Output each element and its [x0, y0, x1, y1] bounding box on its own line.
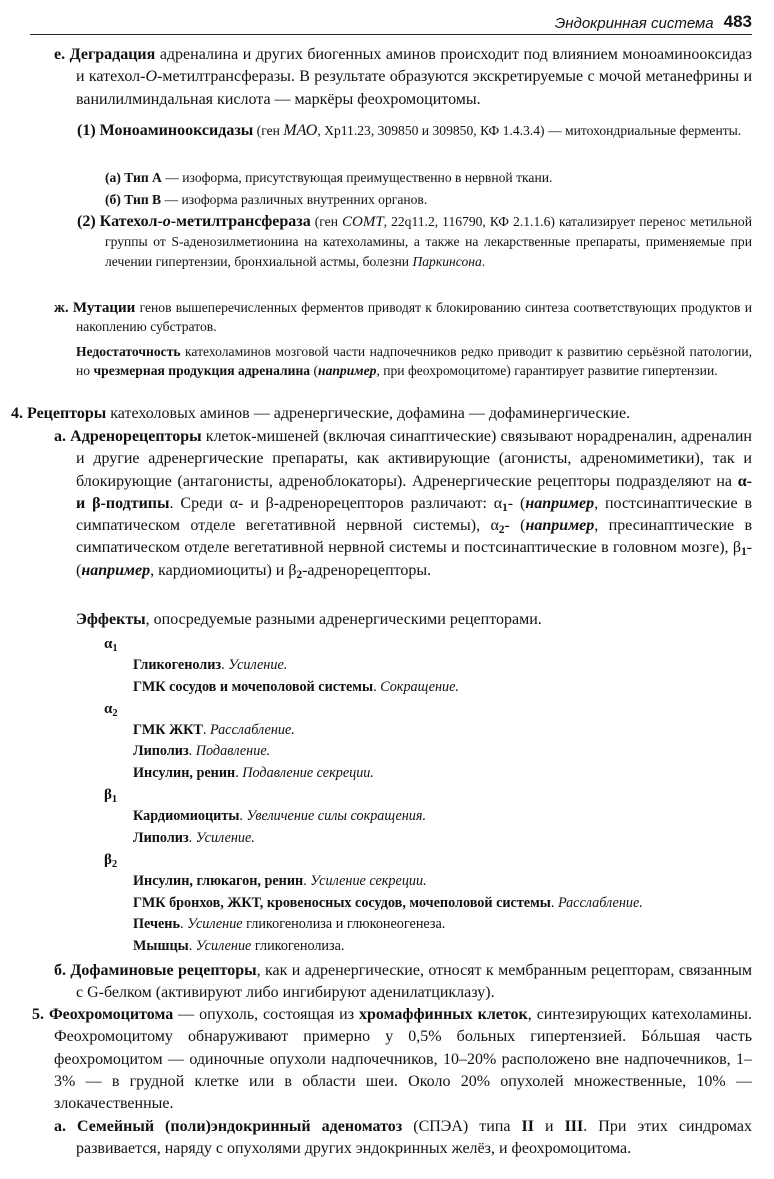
term-degradation: Деградация — [69, 46, 156, 63]
item-label: а. — [54, 428, 66, 445]
effect-result: Расслабление. — [209, 722, 295, 738]
paragraph-comt — [77, 212, 752, 271]
term: -метилтрансфераза — [170, 213, 311, 230]
text: . Среди α- и β-адренорецепторов различают: α — [169, 494, 503, 512]
text: , как и адренергические, относят к мембранным рецепторам, связанным с G-белком (активируют либо ингибируют аденилатциклазу). — [76, 962, 753, 1002]
paragraph-degradation — [54, 44, 753, 111]
subscript: 1 — [111, 794, 118, 805]
text: (ген — [310, 214, 342, 229]
receptor-alpha1-heading — [104, 636, 118, 653]
text: клеток-мишеней (включая синаптические) связывают норадреналин, адреналин и другие адренергические препараты, как активирующие (агонисты, адреномиметики), так и блокирующие (антагонисты, адреноблокаторы). Адренергические рецепторы подразделяют на — [76, 428, 752, 490]
term: чрезмерная продукция адреналина — [93, 362, 311, 378]
subscript: 2 — [296, 568, 303, 581]
text: , постсинаптические в симпатическом отделе вегетативной нервной системы), α — [76, 494, 752, 535]
effect-result: Расслабление. — [557, 895, 643, 911]
text: , кардиомиоциты) и β — [150, 561, 297, 579]
text: (ген — [253, 123, 284, 138]
item-label: (1) — [77, 122, 96, 139]
effect-target: Липолиз — [133, 743, 189, 759]
paragraph-type-b — [105, 191, 752, 210]
term: Тип В — [124, 192, 162, 207]
paragraph-deficit — [76, 343, 752, 381]
effect-result: Усиление — [195, 938, 252, 954]
effect-line: Кардиомиоциты. Увеличение силы сокращения. — [133, 808, 427, 824]
text-italic: например — [525, 494, 595, 512]
effect-result: Усиление. — [195, 830, 255, 846]
text: -метилтрансферазы. В результате образуются экскретируемые с мочой метанефрины и ванилилминдальная кислота — маркёры феохромоцитомы. — [76, 68, 753, 108]
effect-target: Мышцы — [133, 938, 189, 954]
item-label: б. — [54, 962, 66, 979]
term: Мутации — [72, 300, 136, 316]
item-label: (а) — [105, 170, 121, 185]
text: катехоловых аминов — адренергические, дофамина — дофаминергические. — [106, 405, 631, 422]
text: - ( — [507, 494, 526, 512]
subscript: 2 — [112, 708, 118, 719]
effect-result: Увеличение силы сокращения. — [246, 808, 427, 824]
term: Семейный (поли)эндокринный аденоматоз — [77, 1118, 403, 1135]
text: адреналина и других биогенных аминов происходит под влиянием моноаминооксидаз и катехол- — [76, 46, 753, 86]
greek-symbol: β — [104, 787, 112, 803]
receptor-beta2-heading — [104, 852, 117, 869]
text: ( — [310, 362, 319, 378]
effect-target: Инсулин, ренин — [133, 765, 236, 781]
term: Феохромоцитома — [48, 1006, 174, 1023]
item-label: 4. — [11, 405, 23, 422]
term: хромаффинных клеток — [359, 1006, 528, 1023]
effect-line: Инсулин, ренин. Подавление секреции. — [133, 765, 374, 781]
paragraph-mutations — [54, 299, 752, 337]
item-label: (б) — [105, 192, 121, 207]
text: — изоформа, присутствующая преимущественно в нервной ткани. — [161, 170, 553, 185]
term: Рецепторы — [27, 405, 107, 422]
greek-symbol: α — [104, 701, 113, 717]
paragraph-pheochromocytoma — [32, 1004, 753, 1115]
term: Адренорецепторы — [70, 428, 202, 445]
text: - ( — [504, 517, 526, 535]
gene-name: МАО — [283, 122, 318, 139]
greek-symbol: β — [104, 852, 112, 868]
paragraph-receptors — [11, 403, 752, 425]
effect-line: Липолиз. Усиление. — [133, 830, 255, 846]
subscript: 1 — [741, 546, 747, 559]
effect-target: Кардиомиоциты — [133, 808, 240, 824]
paragraph-mao — [77, 120, 752, 142]
item-label: а. — [54, 1118, 66, 1135]
text: — опухоль, состоящая из — [173, 1006, 359, 1023]
effect-line: Липолиз. Подавление. — [133, 743, 271, 759]
term-mao: Моноаминооксидазы — [99, 122, 254, 139]
effect-target: ГМК ЖКТ — [133, 722, 203, 738]
running-header — [30, 6, 752, 35]
text-italic: например — [81, 561, 151, 579]
effect-result: Усиление — [187, 916, 243, 932]
text: катехоламинов мозговой части надпочечников редко приводит к развитию серьёзной патологии, но — [76, 344, 752, 378]
term: III — [564, 1118, 584, 1135]
effect-target: ГМК сосудов и мочеполовой системы — [133, 679, 374, 695]
text: . — [481, 253, 486, 269]
item-label: ж. — [54, 300, 69, 316]
text: -адренорецепторы. — [302, 561, 432, 579]
subscript: 1 — [112, 643, 118, 654]
term: Тип А — [124, 170, 162, 185]
effect-line: Инсулин, глюкагон, ренин. Усиление секреции. — [133, 873, 427, 889]
effect-result: Усиление секреции. — [310, 873, 427, 889]
gene-name: COMT — [341, 214, 384, 230]
text: , 22q11.2, 116790, КФ 2.1.1.6) катализирует перенос метильной группы от S-аденозилметионина на катехоламины, а также на лекарственные препараты, применяемые при лечении гипертензии, бронхиальной астмы, болезни — [105, 214, 752, 269]
effect-target: Липолиз — [133, 830, 189, 846]
term: Эффекты — [76, 611, 146, 628]
text: , синтезирующих катехоламины. Феохромоцитому обнаруживают примерно у 0,5% больных гипертензией. Бóльшая часть феохромоцитом — одиночные опухоли надпочечников, 10–20% расположено вне надпочечников, 1–3% — в грудной клетке или в области шеи. Около 20% опухолей множественные, 10% — злокачественные. — [54, 1006, 753, 1113]
effect-line: Гликогенолиз. Усиление. — [133, 657, 288, 673]
text: генов вышеперечисленных ферментов приводят к блокированию синтеза соответствующих продуктов и накоплению субстратов. — [76, 300, 752, 334]
subscript: 2 — [111, 859, 118, 870]
paragraph-dopamine-receptors — [54, 960, 753, 1005]
text: - ( — [76, 539, 752, 579]
text: . При этих синдромах развивается, наряду с опухолями других эндокринных желёз, и феохромоцитома. — [76, 1118, 753, 1158]
paragraph-men — [54, 1116, 753, 1161]
subscript: 2 — [498, 524, 505, 537]
text-italic: Паркинсона — [412, 253, 482, 269]
text: гликогенолиза. — [251, 938, 345, 954]
term: о — [162, 213, 171, 230]
text: — изоформа различных внутренних органов. — [161, 192, 428, 207]
effect-line: ГМК сосудов и мочеполовой системы. Сокращение. — [133, 679, 459, 695]
effect-target: ГМК бронхов, ЖКТ, кровеносных сосудов, мочеполовой системы — [133, 895, 551, 911]
text: гликогенолиза и глюконеогенеза. — [242, 916, 446, 932]
item-label: е. — [54, 46, 66, 63]
term: Дофаминовые рецепторы — [70, 962, 257, 979]
effect-result: Подавление. — [195, 743, 271, 759]
term: Недостаточность — [76, 344, 181, 359]
term: α- и β-подтипы — [76, 472, 752, 512]
text: , опосредуемые разными адренергическими рецепторами. — [145, 611, 542, 628]
text-italic: например — [318, 362, 377, 378]
text: (СПЭА) типа — [402, 1118, 522, 1135]
effect-target: Печень — [133, 916, 180, 932]
text: , пресинаптические в симпатическом отделе вегетативной нервной системы и постсинаптические в головном мозге), β — [76, 517, 753, 557]
text-italic: О — [145, 68, 158, 86]
term: Катехол- — [99, 213, 163, 230]
effect-target: Гликогенолиз — [133, 657, 222, 673]
effect-line: Печень. Усиление гликогенолиза и глюконеогенеза. — [133, 916, 446, 932]
greek-symbol: α — [104, 636, 113, 652]
text-italic: например — [525, 517, 595, 535]
page-number: 483 — [723, 12, 752, 31]
effect-line: ГМК ЖКТ. Расслабление. — [133, 722, 295, 738]
header-section-title: Эндокринная система — [554, 15, 714, 32]
effect-result: Подавление секреции. — [242, 765, 374, 781]
item-label: 5. — [32, 1006, 44, 1023]
effect-target: Инсулин, глюкагон, ренин — [133, 873, 304, 889]
subscript: 1 — [502, 501, 508, 514]
item-label: (2) — [77, 213, 96, 230]
text: , Хр11.23, 309850 и 309850, КФ 1.4.3.4) — митохондриальные ферменты. — [317, 123, 742, 138]
text: и — [533, 1118, 565, 1135]
effect-result: Усиление. — [228, 657, 288, 673]
term: II — [521, 1118, 534, 1135]
paragraph-adrenoreceptors — [54, 426, 753, 582]
paragraph-type-a — [105, 169, 752, 188]
receptor-beta1-heading — [104, 787, 117, 804]
effect-result: Сокращение. — [380, 679, 459, 695]
text: , при феохромоцитоме) гарантирует развитие гипертензии. — [376, 362, 718, 378]
paragraph-effects — [76, 609, 752, 631]
effect-line: ГМК бронхов, ЖКТ, кровеносных сосудов, мочеполовой системы. Расслабление. — [133, 895, 643, 911]
receptor-alpha2-heading — [104, 701, 118, 718]
effect-line: Мышцы. Усиление гликогенолиза. — [133, 938, 345, 954]
